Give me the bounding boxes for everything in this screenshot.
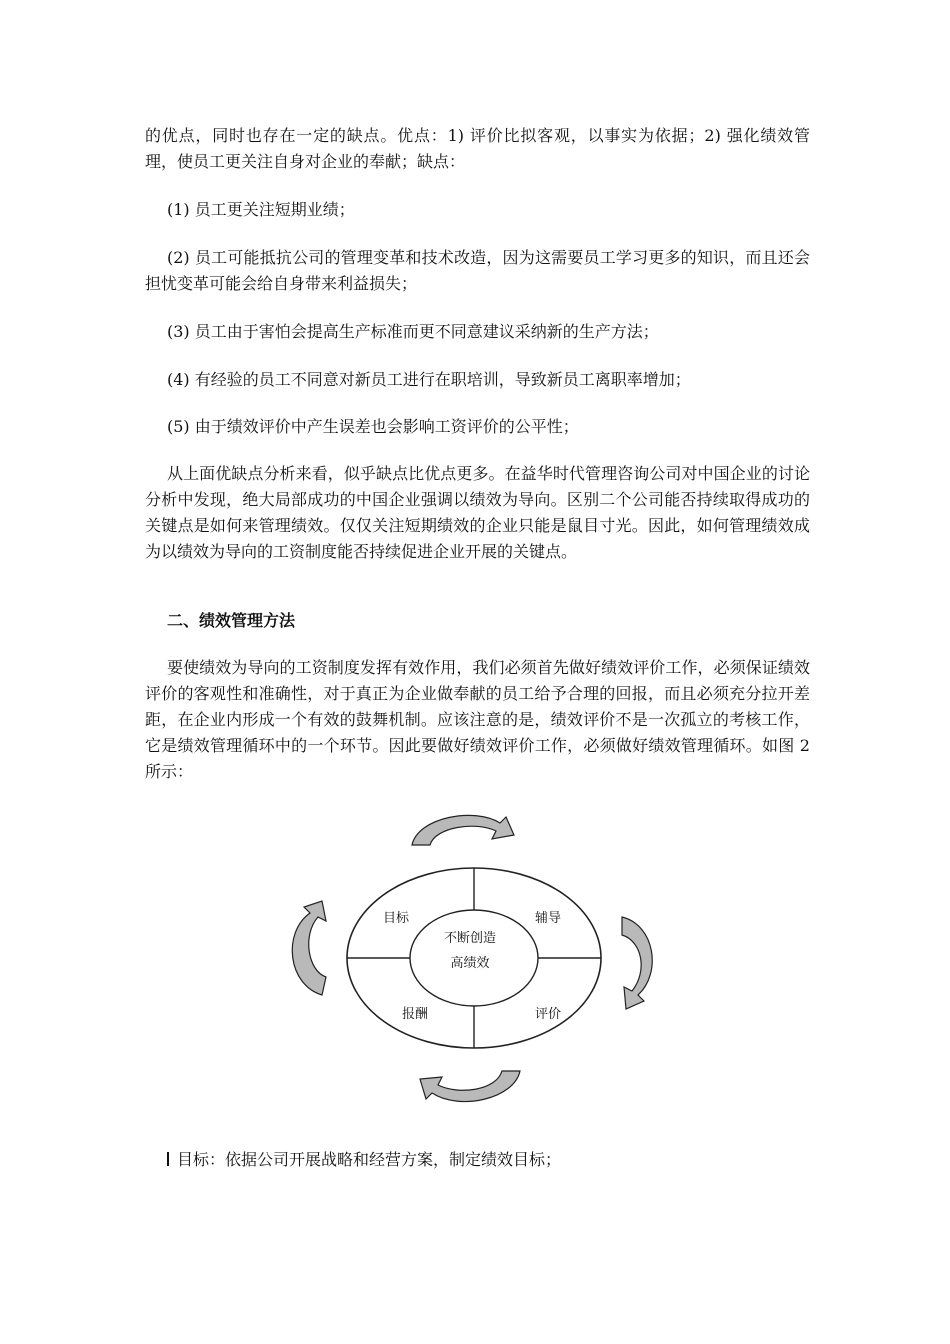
list-item-4: (4) 有经验的员工不同意对新员工进行在职培训，导致新员工离职率增加； [167,370,691,389]
left-cycle-arrow [292,901,326,995]
center-label-line1: 不断创造 [443,931,497,946]
list-item-1: (1) 员工更关注短期业绩； [167,200,355,219]
list-item-2: (2) 员工可能抵抗公司的管理变革和技术改造，因为这需要员工学习更多的知识，而且还会担忧变革可能会给自身带来利益损失； [145,248,810,293]
quadrant-label-coaching: 辅导 [534,911,562,926]
right-cycle-arrow [622,917,652,1009]
quadrant-label-goal: 目标 [382,911,410,926]
paragraph-analysis: 从上面优缺点分析来看，似乎缺点比优点更多。在益华时代管理咨询公司对中国企业的讨论分析中发现，绝大局部成功的中国企业强调以绩效为导向。区别二个公司能否持续取得成功的关键点是如何来管理绩效。仅仅关注短期绩效的企业只能是鼠目寸光。因此，如何管理绩效成为以绩效为导向的工资制度能否持续促进企业开展的关键点。 [145,464,810,561]
bullet-item-goal-text: 目标：依据公司开展战略和经营方案，制定绩效目标； [177,1150,562,1169]
bullet-item-goal [167,1147,561,1173]
list-item-3: (3) 员工由于害怕会提高生产标准而更不同意建议采纳新的生产方法； [167,322,659,341]
paragraph-method: 要使绩效为导向的工资制度发挥有效作用，我们必须首先做好绩效评价工作，必须保证绩效评价的客观性和准确性，对于真正为企业做奉献的员工给予合理的回报，而且必须充分拉开差距，在企业内形成一个有效的鼓舞机制。应该注意的是，绩效评价不是一次孤立的考核工作，它是绩效管理循环中的一个环节。因此要做好绩效评价工作，必须做好绩效管理循环。如图 2 所示： [145,658,810,781]
bottom-cycle-arrow [420,1071,520,1102]
section-heading: 二、绩效管理方法 [167,611,296,630]
center-label-line2: 高绩效 [450,956,490,971]
paragraph-advantages: 的优点，同时也存在一定的缺点。优点：1) 评价比拟客观，以事实为依据；2) 强化绩效管理，使员工更关注自身对企业的奉献；缺点： [145,126,810,171]
quadrant-label-evaluation: 评价 [534,1007,562,1022]
performance-cycle-diagram [270,795,670,1125]
quadrant-label-reward: 报酬 [401,1007,429,1022]
list-item-5: (5) 由于绩效评价中产生误差也会影响工资评价的公平性； [167,417,579,436]
bullet-marker [167,1152,169,1166]
top-cycle-arrow [412,815,514,845]
